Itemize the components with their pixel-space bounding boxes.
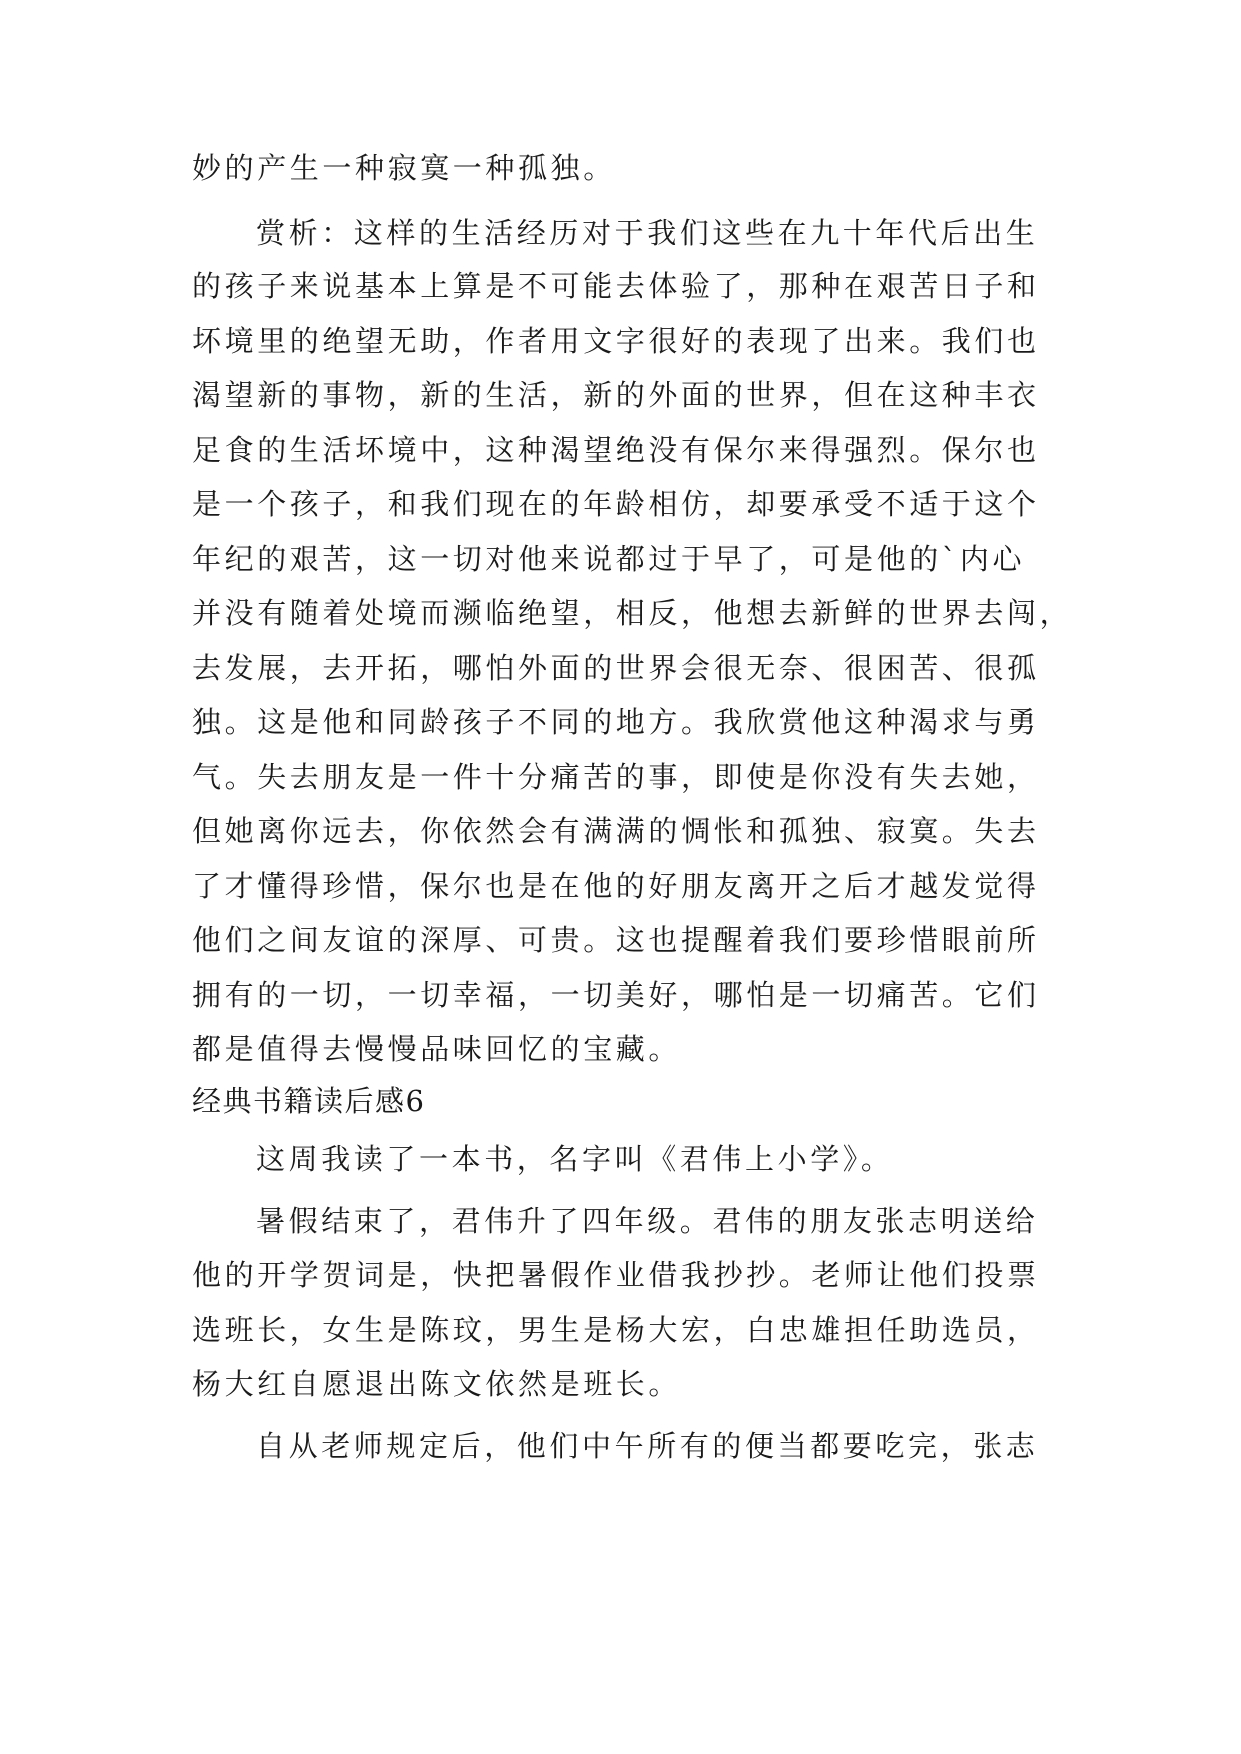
text-line: 坏境里的绝望无助，作者用文字很好的表现了出来。我们也 (192, 324, 1040, 358)
text-line: 拥有的一切，一切幸福，一切美好，哪怕是一切痛苦。它们 (192, 978, 1040, 1012)
text-line: 他们之间友谊的深厚、可贵。这也提醒着我们要珍惜眼前所 (192, 923, 1040, 957)
text-line: 杨大红自愿退出陈文依然是班长。 (192, 1367, 682, 1401)
text-line: 他的开学贺词是，快把暑假作业借我抄抄。老师让他们投票 (192, 1258, 1040, 1292)
section-heading: 经典书籍读后感6 (192, 1084, 426, 1118)
text-line: 年纪的艰苦，这一切对他来说都过于早了，可是他的`内心 (192, 542, 1026, 576)
text-line: 妙的产生一种寂寞一种孤独。 (192, 151, 616, 185)
text-line: 足食的生活坏境中，这种渴望绝没有保尔来得强烈。保尔也 (192, 433, 1040, 467)
text-line: 气。失去朋友是一件十分痛苦的事，即使是你没有失去她， (192, 760, 1040, 794)
text-line: 暑假结束了，君伟升了四年级。君伟的朋友张志明送给 (256, 1204, 1039, 1238)
text-line: 的孩子来说基本上算是不可能去体验了，那种在艰苦日子和 (192, 269, 1040, 303)
text-line: 自从老师规定后，他们中午所有的便当都要吃完，张志 (256, 1429, 1039, 1463)
text-line: 是一个孩子，和我们现在的年龄相仿，却要承受不适于这个 (192, 487, 1040, 521)
text-line: 并没有随着处境而濒临绝望，相反，他想去新鲜的世界去闯， (192, 596, 1073, 630)
text-line: 选班长，女生是陈玟，男生是杨大宏，白忠雄担任助选员， (192, 1313, 1040, 1347)
text-line: 了才懂得珍惜，保尔也是在他的好朋友离开之后才越发觉得 (192, 869, 1040, 903)
text-line: 独。这是他和同龄孩子不同的地方。我欣赏他这种渴求与勇 (192, 705, 1040, 739)
text-line: 但她离你远去，你依然会有满满的惆怅和孤独、寂寞。失去 (192, 814, 1040, 848)
text-line: 都是值得去慢慢品味回忆的宝藏。 (192, 1032, 682, 1066)
text-line: 赏析：这样的生活经历对于我们这些在九十年代后出生 (256, 216, 1039, 250)
text-line: 去发展，去开拓，哪怕外面的世界会很无奈、很困苦、很孤 (192, 651, 1040, 685)
text-line: 这周我读了一本书，名字叫《君伟上小学》。 (256, 1142, 894, 1176)
text-line: 渴望新的事物，新的生活，新的外面的世界，但在这种丰衣 (192, 378, 1040, 412)
